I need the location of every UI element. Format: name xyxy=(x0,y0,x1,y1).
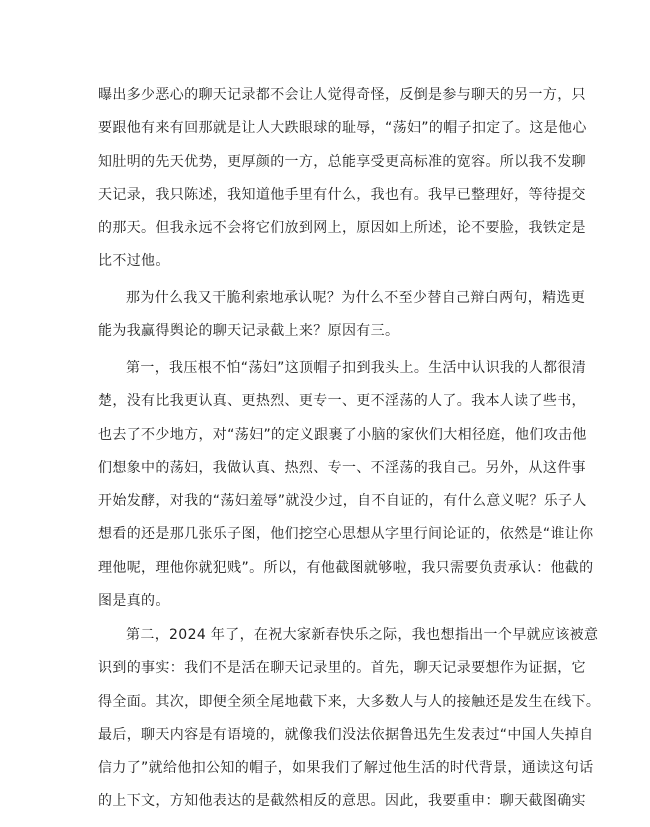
paragraph-line: 的上下文，方知他表达的是截然相反的意思。因此，我要重申：聊天截图确实 xyxy=(98,793,586,810)
paragraph-line: 那为什么我又干脆利索地承认呢？为什么不至少替自己辩白两句，精选更 xyxy=(126,290,586,306)
paragraph-line: 识到的事实：我们不是活在聊天记录里的。首先，聊天记录要想作为证据，它 xyxy=(98,660,586,677)
paragraph-line: 图是真的。 xyxy=(98,593,170,610)
paragraph-line: 也去了不少地方，对“荡妇”的定义跟裹了小脑的家伙们大相径庭，他们攻击他 xyxy=(98,426,587,443)
paragraph-line: 第一，我压根不怕“荡妇”这顶帽子扣到我头上。生活中认识我的人都很清 xyxy=(126,360,587,376)
paragraph-3 xyxy=(98,352,594,618)
paragraph-line: 开始发酵，对我的“荡妇羞辱”就没少过，自不自证的，有什么意义呢？乐子人 xyxy=(98,493,587,510)
paragraph-line: 最后，聊天内容是有语境的，就像我们没法依据鲁迅先生发表过“中国人失掉自 xyxy=(98,726,594,743)
paragraph-1 xyxy=(98,79,587,279)
paragraph-line: 能为我赢得舆论的聊天记录截上来？原因有三。 xyxy=(98,323,400,340)
paragraph-line: 第二，2024 年了，在祝大家新春快乐之际，我也想指出一个早就应该被意 xyxy=(126,627,599,643)
paragraph-line: 想看的还是那几张乐子图，他们挖空心思想从字里行间论证的，依然是“谁让你 xyxy=(98,526,594,543)
paragraph-line: 曝出多少恶心的聊天记录都不会让人觉得奇怪，反倒是参与聊天的另一方，只 xyxy=(98,87,586,103)
paragraph-2 xyxy=(98,282,586,349)
paragraph-line: 的那天。但我永远不会将它们放到网上，原因如上所述，论不要脸，我铁定是 xyxy=(98,220,586,237)
paragraph-line: 们想象中的荡妇，我做认真、热烈、专一、不淫荡的我自己。另外，从这件事 xyxy=(98,459,586,476)
paragraph-line: 信力了”就给他扣公知的帽子，如果我们了解过他生活的时代背景，通读这句话 xyxy=(98,760,594,777)
paragraph-line: 理他呢，理他你就犯贱”。所以，有他截图就够啦，我只需要负责承认：他截的 xyxy=(98,559,594,576)
paragraph-line: 天记录，我只陈述，我知道他手里有什么，我也有。我早已整理好，等待提交 xyxy=(98,186,586,203)
paragraph-line: 楚，没有比我更认真、更热烈、更专一、更不淫荡的人了。我本人读了些书， xyxy=(98,393,586,410)
paragraph-4 xyxy=(98,619,601,819)
paragraph-line: 知肚明的先天优势，更厚颜的一方，总能享受更高标准的宽容。所以我不发聊 xyxy=(98,153,586,170)
paragraph-line: 要跟他有来有回那就是让人大跌眼球的耻辱，“荡妇”的帽子扣定了。这是他心 xyxy=(98,120,587,137)
paragraph-line: 得全面。其次，即便全须全尾地截下来，大多数人与人的接触还是发生在线下。 xyxy=(98,693,601,710)
paragraph-line: 比不过他。 xyxy=(98,253,170,270)
